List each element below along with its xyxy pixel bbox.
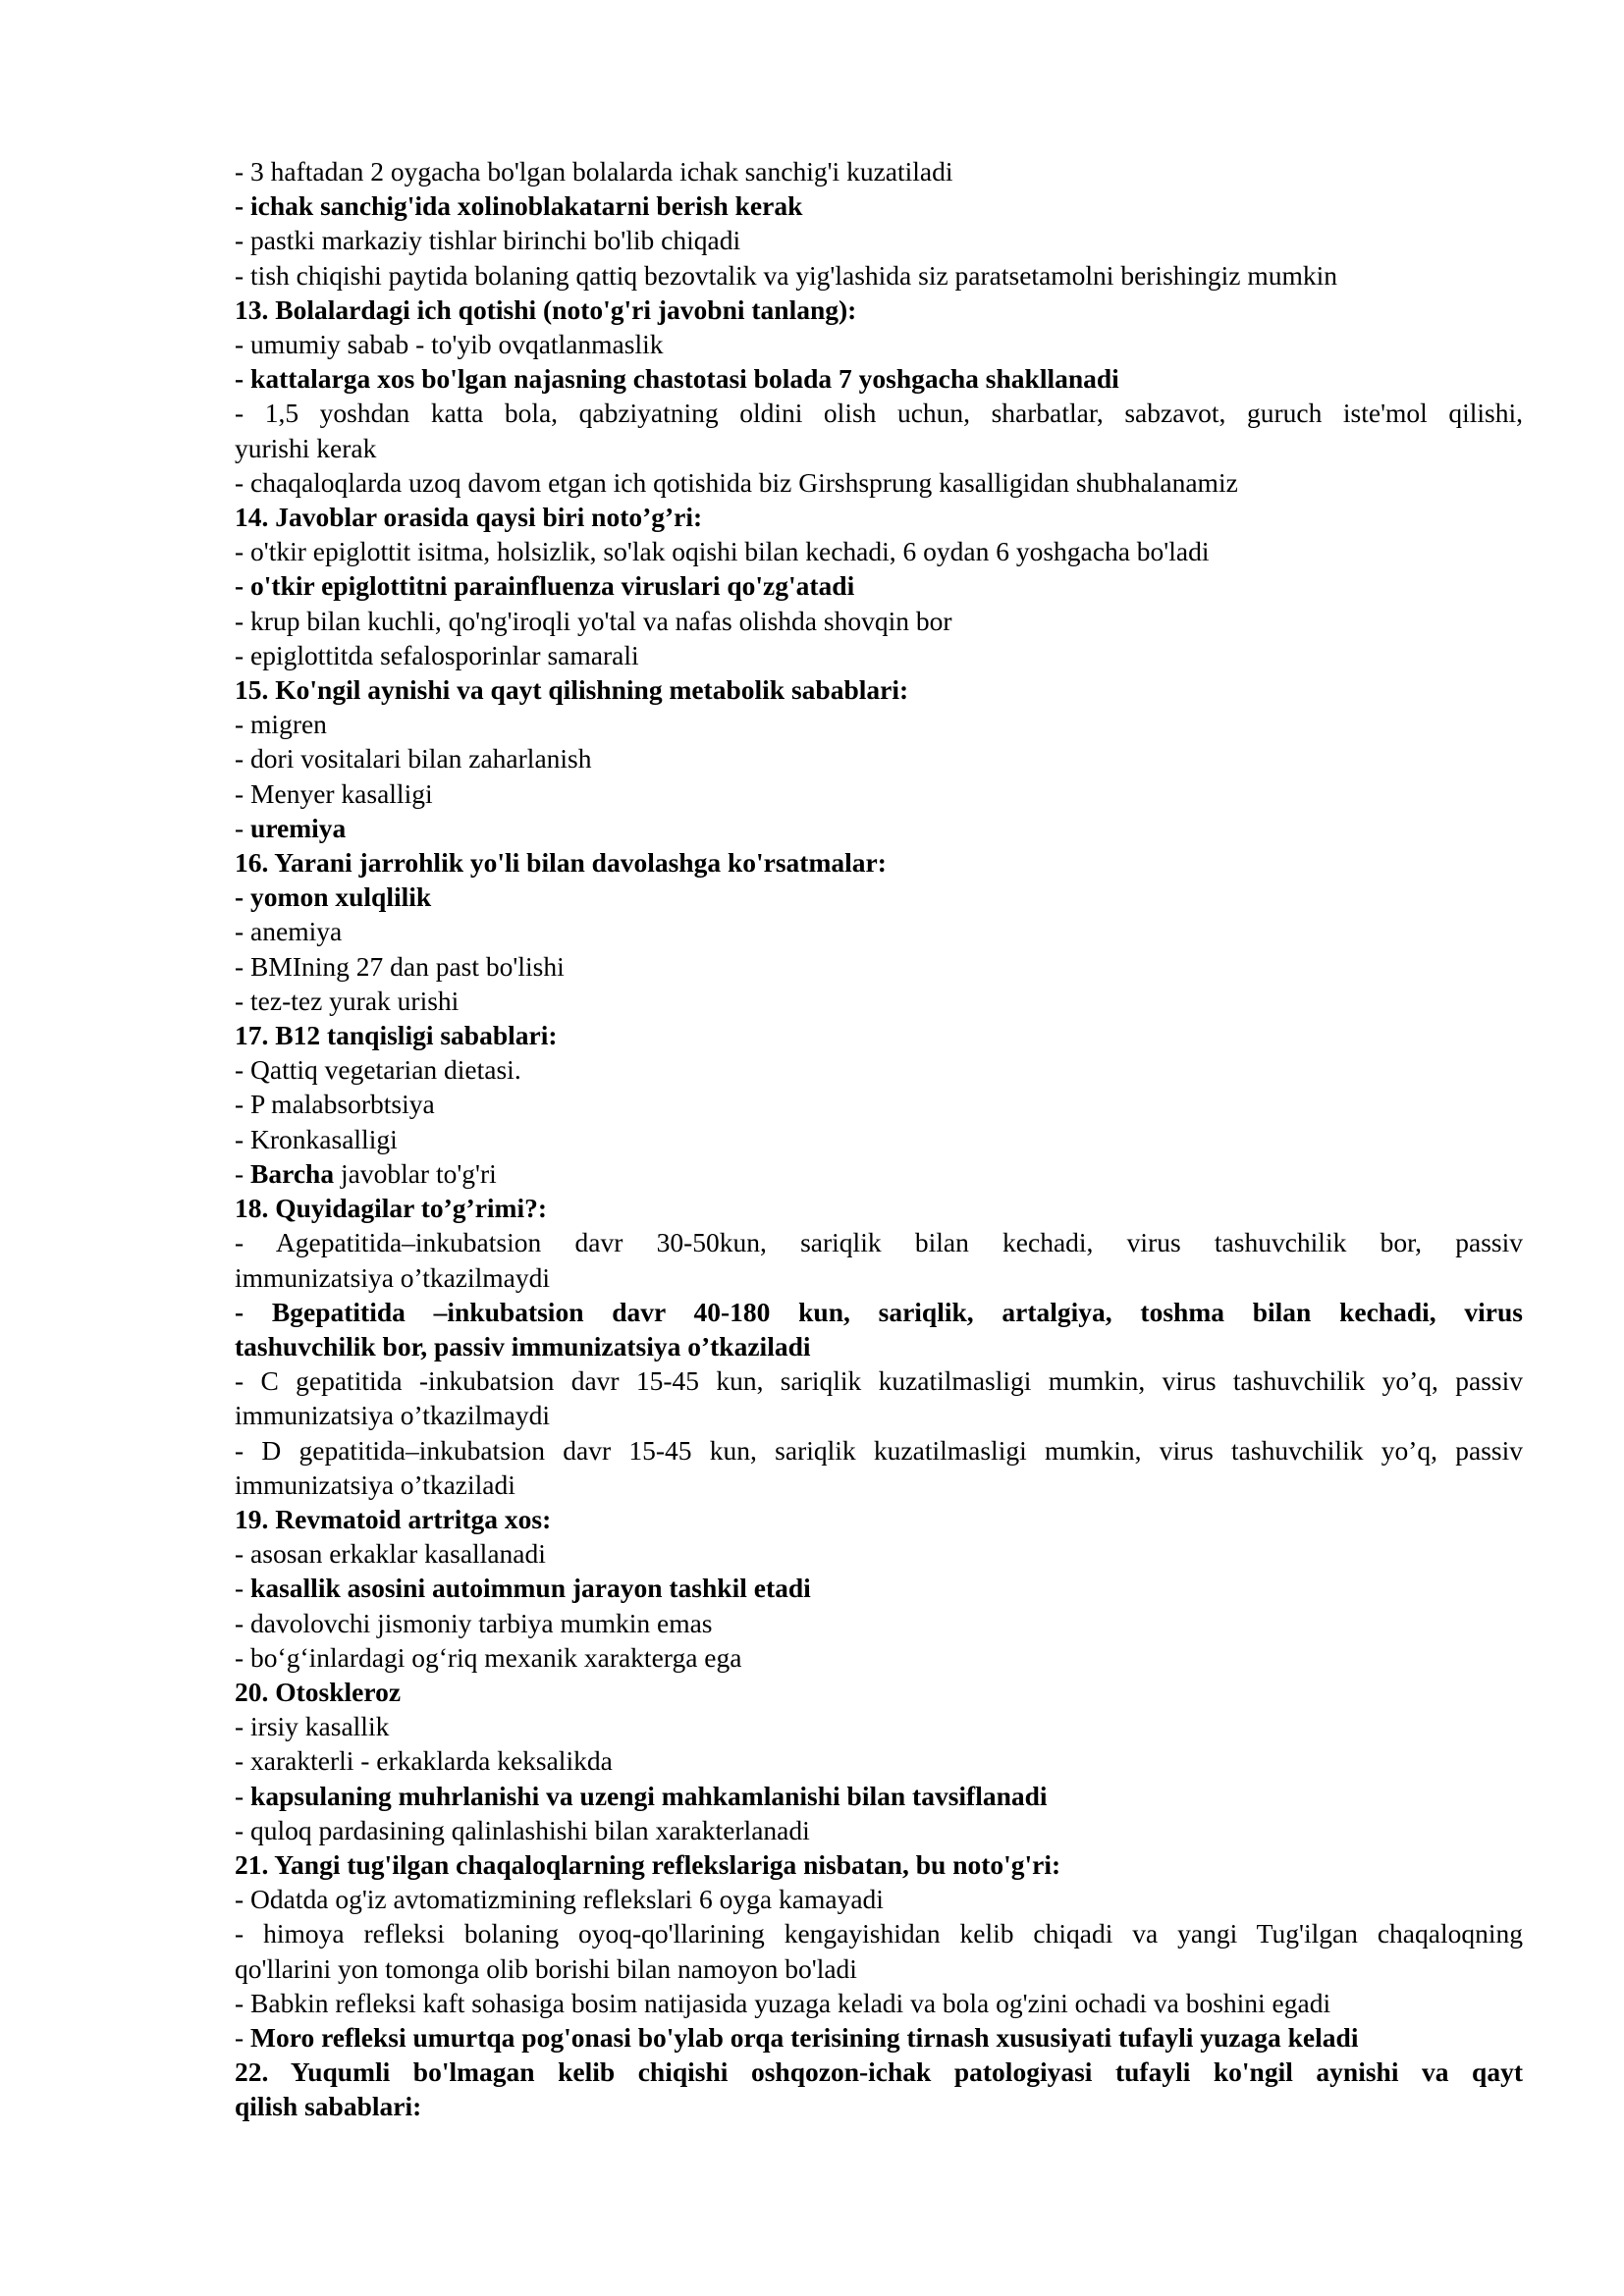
text-run: - P malabsorbtsiya — [235, 1089, 435, 1120]
text-line — [235, 534, 1523, 568]
bold-text: 17. B12 tanqisligi sabablari: — [235, 1020, 558, 1051]
text-run: - umumiy sabab - to'yib ovqatlanmaslik — [235, 329, 664, 360]
text-line — [235, 188, 1523, 223]
text-run: immunizatsiya o’tkazilmaydi — [235, 1400, 551, 1431]
text-line — [235, 672, 1523, 707]
text-run: - Menyer kasalligi — [235, 777, 433, 809]
text-line — [235, 1709, 1523, 1743]
bold-text: - Bgepatitida –inkubatsion davr 40-180 kun, sariqlik, artalgiya, toshma bilan kechadi, virus — [235, 1296, 1523, 1327]
text-run: - davolovchi jismoniy tarbiya mumkin emas — [235, 1607, 713, 1638]
text-run: - chaqaloqlarda uzoq davom etgan ich qotishida biz Girshsprung kasalligidan shubhalanamiz — [235, 466, 1238, 498]
bold-text: 21. Yangi tug'ilgan chaqaloqlarning reflekslariga nisbatan, bu noto'g'ri: — [235, 1848, 1061, 1880]
text-line — [235, 1779, 1523, 1813]
text-line — [235, 741, 1523, 775]
bold-text: 18. Quyidagilar to’g’rimi?: — [235, 1193, 548, 1224]
text-line — [235, 293, 1523, 327]
text-line — [235, 1468, 1523, 1502]
bold-text: 22. Yuqumli bo'lmagan kelib chiqishi oshqozon-ichak patologiyasi tufayli ko'ngil aynishi va qayt — [235, 2056, 1523, 2088]
text-line — [235, 154, 1523, 188]
text-line — [235, 1087, 1523, 1121]
text-run: - xarakterli - erkaklarda keksalikda — [235, 1745, 613, 1777]
text-line — [235, 1122, 1523, 1156]
text-run: - himoya refleksi bolaning oyoq-qo'llarining kengayishidan kelib chiqadi va yangi Tug'ilgan chaqaloqning — [235, 1918, 1523, 1949]
text-run: - dori vositalari bilan zaharlanish — [235, 743, 592, 774]
text-line — [235, 984, 1523, 1018]
text-run: - — [235, 1157, 251, 1189]
text-run: - Odatda og'iz avtomatizmining reflekslari 6 oyga kamayadi — [235, 1884, 884, 1915]
text-run: - BMIning 27 dan past bo'lishi — [235, 950, 565, 982]
text-line — [235, 1951, 1523, 1986]
text-run: - quloq pardasining qalinlashishi bilan xarakterlanadi — [235, 1814, 810, 1845]
text-line — [235, 1502, 1523, 1536]
text-line — [235, 1882, 1523, 1916]
bold-text: - o'tkir epiglottitni parainfluenza viruslari qo'zg'atadi — [235, 570, 855, 602]
text-run: immunizatsiya o’tkazilmaydi — [235, 1261, 551, 1293]
text-run: - irsiy kasallik — [235, 1711, 390, 1742]
text-line — [235, 707, 1523, 741]
text-run: - asosan erkaklar kasallanadi — [235, 1538, 546, 1570]
text-line — [235, 2020, 1523, 2055]
text-line — [235, 223, 1523, 257]
text-run: - Qattiq vegetarian dietasi. — [235, 1054, 521, 1086]
text-line — [235, 1675, 1523, 1709]
text-run: - anemiya — [235, 916, 343, 947]
bold-text: Barcha — [250, 1157, 335, 1189]
text-line — [235, 1640, 1523, 1675]
text-run: - tez-tez yurak urishi — [235, 985, 460, 1016]
document-body — [235, 154, 1523, 2124]
text-line — [235, 258, 1523, 293]
text-run: - bo‘g‘inlardagi og‘riq mexanik xarakterga ega — [235, 1641, 742, 1673]
text-line — [235, 396, 1523, 430]
bold-text: - kattalarga xos bo'lgan najasning chastotasi bolada 7 yoshgacha shakllanadi — [235, 363, 1119, 395]
text-run: - pastki markaziy tishlar birinchi bo'lib chiqadi — [235, 225, 741, 256]
text-line — [235, 500, 1523, 534]
text-line — [235, 880, 1523, 914]
text-line — [235, 1571, 1523, 1605]
bold-text: kasallik asosini autoimmun jarayon tashkil etadi — [250, 1573, 811, 1604]
text-run: - — [235, 1780, 251, 1811]
text-run: - epiglottitda sefalosporinlar samarali — [235, 639, 639, 670]
text-run: - — [235, 2021, 251, 2053]
text-run: - Babkin refleksi kaft sohasiga bosim natijasida yuzaga keladi va bola og'zini ochadi va boshini egadi — [235, 1987, 1331, 2018]
text-line — [235, 1536, 1523, 1571]
text-line — [235, 949, 1523, 984]
bold-text: tashuvchilik bor, passiv immunizatsiya o’tkaziladi — [235, 1330, 811, 1362]
text-line — [235, 1363, 1523, 1398]
text-run: - migren — [235, 709, 327, 740]
text-line — [235, 1847, 1523, 1882]
bold-text: Moro refleksi umurtqa pog'onasi bo'ylab orqa terisining tirnash xususiyati tufayli yuzaga keladi — [250, 2021, 1359, 2053]
text-line — [235, 327, 1523, 361]
text-line — [235, 1295, 1523, 1329]
text-line — [235, 914, 1523, 948]
text-run: yurishi kerak — [235, 432, 377, 463]
text-line — [235, 431, 1523, 465]
text-line — [235, 1606, 1523, 1640]
text-line — [235, 1398, 1523, 1432]
text-line — [235, 638, 1523, 672]
bold-text: uremiya — [250, 812, 347, 843]
text-run: - tish chiqishi paytida bolaning qattiq bezovtalik va yig'lashida siz paratsetamolni berishingiz mumkin — [235, 259, 1338, 291]
text-line — [235, 1052, 1523, 1087]
text-line — [235, 1916, 1523, 1950]
text-line — [235, 361, 1523, 396]
bold-text: 15. Ko'ngil aynishi va qayt qilishning metabolik sabablari: — [235, 674, 909, 706]
text-line — [235, 604, 1523, 638]
text-run: - o'tkir epiglottit isitma, holsizlik, so'lak oqishi bilan kechadi, 6 oydan 6 yoshgacha bo'ladi — [235, 536, 1210, 567]
text-run: qo'llarini yon tomonga olib borishi bilan namoyon bo'ladi — [235, 1952, 857, 1984]
text-run: - C gepatitida -inkubatsion davr 15-45 kun, sariqlik kuzatilmasligi mumkin, virus tashuvchilik yo’q, passiv — [235, 1365, 1523, 1397]
text-run: javoblar to'g'ri — [334, 1157, 497, 1189]
text-line — [235, 1018, 1523, 1052]
text-line — [235, 1329, 1523, 1363]
text-line — [235, 1156, 1523, 1191]
text-run: - 3 haftadan 2 oygacha bo'lgan bolalarda ichak sanchig'i kuzatiladi — [235, 156, 953, 187]
text-line — [235, 2055, 1523, 2089]
bold-text: qilish sabablari: — [235, 2091, 422, 2122]
text-run: - D gepatitida–inkubatsion davr 15-45 kun, sariqlik kuzatilmasligi mumkin, virus tashuvchilik yo’q, passiv — [235, 1434, 1523, 1466]
bold-text: 20. Otoskleroz — [235, 1676, 402, 1707]
text-run: - Kronkasalligi — [235, 1123, 398, 1154]
text-line — [235, 1191, 1523, 1225]
text-line — [235, 1813, 1523, 1847]
text-run: - krup bilan kuchli, qo'ng'iroqli yo'tal va nafas olishda shovqin bor — [235, 605, 952, 636]
text-line — [235, 1743, 1523, 1778]
text-line — [235, 845, 1523, 880]
bold-text: 14. Javoblar orasida qaysi biri noto’g’ri: — [235, 502, 703, 533]
bold-text: kapsulaning muhrlanishi va uzengi mahkamlanishi bilan tavsiflanadi — [250, 1780, 1048, 1811]
text-line — [235, 1225, 1523, 1259]
text-run: - Agepatitida–inkubatsion davr 30-50kun, sariqlik bilan kechadi, virus tashuvchilik bor, passiv — [235, 1227, 1523, 1258]
text-run: immunizatsiya o’tkaziladi — [235, 1468, 515, 1500]
text-line — [235, 776, 1523, 811]
text-line — [235, 2089, 1523, 2123]
text-run: - — [235, 1573, 251, 1604]
text-line — [235, 811, 1523, 845]
bold-text: 16. Yarani jarrohlik yo'li bilan davolashga ko'rsatmalar: — [235, 847, 887, 879]
bold-text: 19. Revmatoid artritga xos: — [235, 1503, 552, 1534]
bold-text: - ichak sanchig'ida xolinoblakatarni berish kerak — [235, 190, 803, 222]
bold-text: 13. Bolalardagi ich qotishi (noto'g'ri javobni tanlang): — [235, 294, 857, 325]
text-run: - — [235, 812, 251, 843]
text-line — [235, 1260, 1523, 1295]
text-line — [235, 1986, 1523, 2020]
bold-text: - yomon xulqlilik — [235, 881, 432, 913]
text-run: - 1,5 yoshdan katta bola, qabziyatning oldini olish uchun, sharbatlar, sabzavot, guruch iste'mol qilishi, — [235, 398, 1523, 429]
text-line — [235, 568, 1523, 603]
text-line — [235, 1433, 1523, 1468]
text-line — [235, 465, 1523, 500]
